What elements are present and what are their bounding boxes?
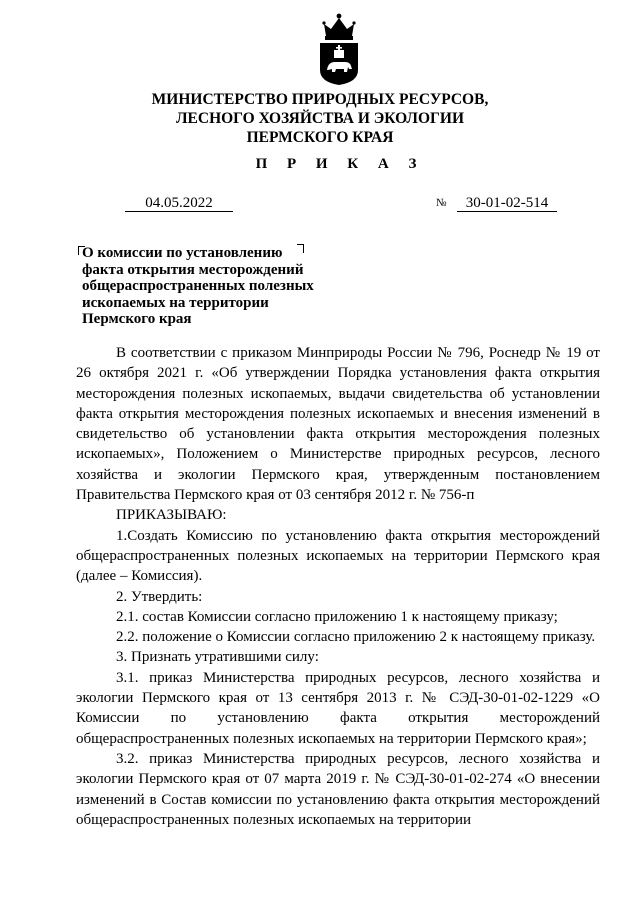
subject-line-5: Пермского края <box>82 311 192 327</box>
order-title: П Р И К А З <box>255 156 425 172</box>
clause-2-2: 2.2. положение о Комиссии согласно приложению 2 к настоящему приказу. <box>116 629 596 646</box>
ministry-line-2: ЛЕСНОГО ХОЗЯЙСТВА И ЭКОЛОГИИ <box>175 110 465 127</box>
preamble-paragraph: В соответствии с приказом Минприроды России № 796, Роснедр № 19 от 26 октября 2021 г. «Об утверждении Порядка установления факта открытия месторождения полезных ископаемых, выдачи свидетельства об установлении факта открытия месторождения полезных ископаемых и внесения изменений в свидетельство об установлении факта открытия месторождения полезных ископаемых», Положением о Министерстве природных ресурсов, лесного хозяйства и экологии Пермского края, утвержденным постановлением Правительства Пермского края от 03 сентября 2012 г. № 756-п <box>76 345 600 504</box>
clause-2-1: 2.1. состав Комиссии согласно приложению 1 к настоящему приказу; <box>116 608 558 625</box>
ministry-line-1: МИНИСТЕРСТВО ПРИРОДНЫХ РЕСУРСОВ, <box>151 91 489 108</box>
subject-line-1: О комиссии по установлению <box>82 245 283 261</box>
clause-3: 3. Признать утратившими силу: <box>116 649 319 666</box>
subject-line-3: общераспространенных полезных <box>82 278 314 294</box>
order-directive: ПРИКАЗЫВАЮ: <box>116 507 227 524</box>
clause-1: 1.Создать Комиссию по установлению факта открытия месторождений общераспространенных полезных ископаемых на территории Пермского края (далее – Комиссия). <box>76 527 600 585</box>
subject-line-4: ископаемых на территории <box>82 294 269 311</box>
clause-2: 2. Утвердить: <box>116 588 203 605</box>
subject-line-2: факта открытия месторождений <box>82 261 304 278</box>
perm-krai-coat-of-arms-icon <box>318 12 360 86</box>
ministry-name <box>0 90 640 147</box>
order-date: 04.05.2022 <box>125 195 233 212</box>
order-body <box>76 343 600 830</box>
ministry-line-3: ПЕРМСКОГО КРАЯ <box>246 129 394 146</box>
order-subject <box>82 245 332 328</box>
order-number: 30-01-02-514 <box>457 195 557 212</box>
clause-3-2: 3.2. приказ Министерства природных ресурсов, лесного хозяйства и экологии Пермского края от 07 марта 2019 г. № СЭД-30-01-02-274 «О внесении изменений в Состав комиссии по установлению факта открытия месторождений общераспространенных полезных ископаемых на территории <box>76 750 600 828</box>
order-number-label: № <box>436 197 447 209</box>
clause-3-1: 3.1. приказ Министерства природных ресурсов, лесного хозяйства и экологии Пермского края от 13 сентября 2013 г. № СЭД-30-01-02-1229 «О Комиссии по установлению факта открытия месторождений общераспространенных полезных ископаемых на территории Пермского края»; <box>76 669 600 747</box>
